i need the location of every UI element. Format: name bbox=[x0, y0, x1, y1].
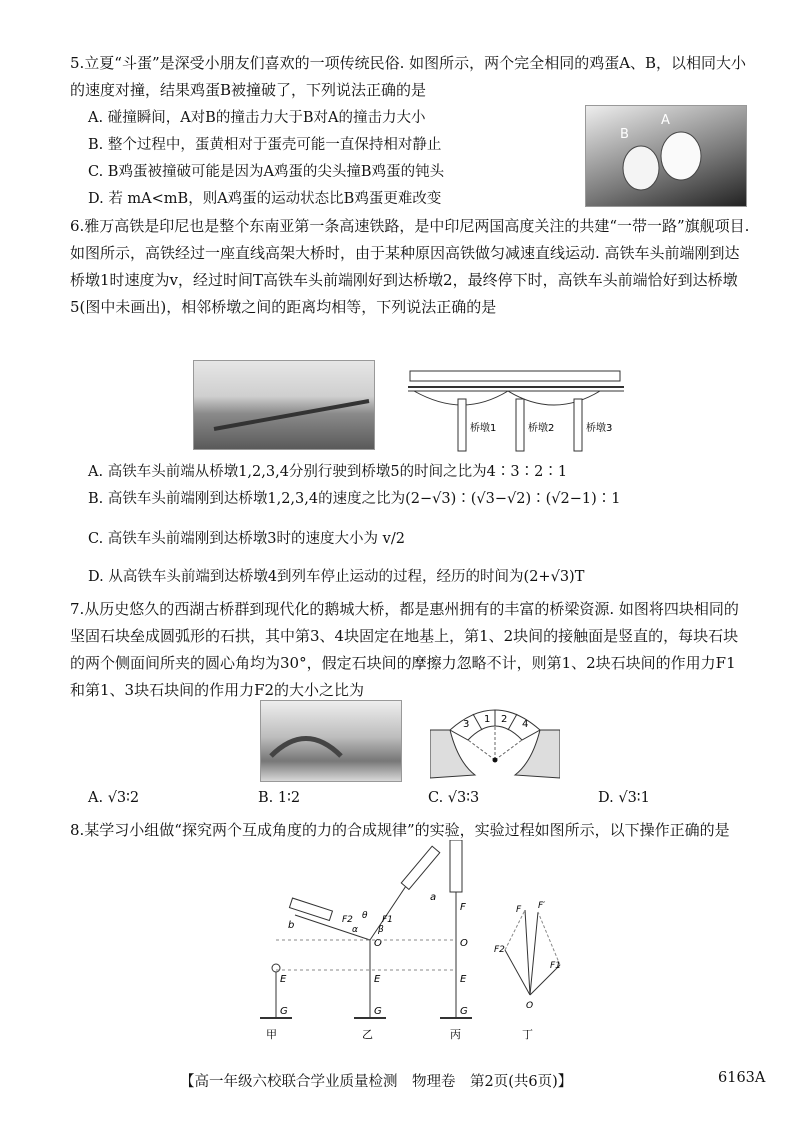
svg-text:E: E bbox=[460, 974, 467, 985]
q7-option-b: B. 1∶2 bbox=[258, 790, 301, 806]
vector-Fprime bbox=[530, 912, 538, 995]
force-experiment-diagram bbox=[250, 840, 570, 1050]
label-a: A bbox=[661, 113, 670, 128]
svg-text:G: G bbox=[460, 1006, 468, 1017]
q6-option-d: D. 从高铁车头前端到达桥墩4到列车停止运动的过程，经历的时间为(2+√3)T bbox=[88, 569, 585, 585]
page-footer: 【高一年级六校联合学业质量检测 物理卷 第2页(共6页)】 bbox=[180, 1074, 573, 1090]
question-6-stem: 6.雅万高铁是印尼也是整个东南亚第一条高速铁路，是中印尼两国高度关注的共建“一带一路”旗舰项目. 如图所示，高铁经过一座直线高架大桥时，由于某种原因高铁做匀减速直线运动. 高铁车头前端刚到达桥墩1时速度为v，经过时间T高铁车头前端刚好到达桥墩2，最终停下时，高铁车头前端恰好到达桥墩5(图中未画出)，相邻桥墩之间的距离均相等，下列说法正确的是 bbox=[70, 217, 750, 316]
stone-4: 4 bbox=[522, 719, 529, 730]
label-b: B bbox=[620, 127, 629, 142]
egg-b bbox=[623, 146, 659, 190]
spring-scale-a bbox=[401, 846, 440, 889]
stone-1: 1 bbox=[484, 714, 491, 725]
q5-option-a: A. 碰撞瞬间，A对B的撞击力大于B对A的撞击力大小 bbox=[88, 110, 426, 126]
exam-code: 6163A bbox=[718, 1070, 766, 1086]
svg-text:E: E bbox=[280, 974, 287, 985]
svg-text:F2: F2 bbox=[494, 945, 505, 955]
svg-text:F2: F2 bbox=[342, 915, 353, 925]
arc-center bbox=[493, 758, 498, 763]
svg-text:G: G bbox=[280, 1006, 288, 1017]
svg-text:F: F bbox=[460, 902, 466, 913]
vector-F2 bbox=[505, 950, 530, 995]
svg-text:β: β bbox=[378, 925, 384, 935]
svg-text:F1: F1 bbox=[550, 961, 561, 971]
question-5-stem: 5.立夏“斗蛋”是深受小朋友们喜欢的一项传统民俗. 如图所示，两个完全相同的鸡蛋A、B，以相同大小的速度对撞，结果鸡蛋B被撞破了，下列说法正确的是 bbox=[70, 54, 747, 99]
bridge-deck bbox=[214, 401, 369, 429]
svg-text:α: α bbox=[352, 925, 358, 935]
egg-illustration bbox=[586, 106, 746, 206]
panel-yi: 乙 bbox=[362, 1028, 373, 1041]
q5-option-c: C. B鸡蛋被撞破可能是因为A鸡蛋的尖头撞B鸡蛋的钝头 bbox=[88, 164, 445, 180]
stone-2: 2 bbox=[501, 714, 508, 725]
svg-text:G: G bbox=[374, 1006, 382, 1017]
pier-label-2: 桥墩2 bbox=[528, 423, 555, 434]
question-8-stem: 8.某学习小组做“探究两个互成角度的力的合成规律”的实验，实验过程如图所示，以下操作正确的是 bbox=[70, 821, 730, 839]
q6-option-b: B. 高铁车头前端刚到达桥墩1,2,3,4的速度之比为(2−√3)∶(√3−√2)∶(√2−1)∶1 bbox=[88, 491, 621, 507]
arches bbox=[414, 391, 600, 405]
question-7-stem: 7.从历史悠久的西湖古桥群到现代化的鹅城大桥，都是惠州拥有的丰富的桥梁资源. 如图将四块相同的坚固石块垒成圆弧形的石拱，其中第3、4块固定在地基上，第1、2块间的接触面是竖直的，每块石块的两个侧面间所夹的圆心角均为30°，假定石块间的摩擦力忽略不计，则第1、2块石块间的作用力F1和第1、3块石块间的作用力F2的大小之比为 bbox=[70, 600, 739, 699]
svg-text:F′: F′ bbox=[538, 901, 546, 911]
svg-text:a: a bbox=[430, 892, 437, 903]
vector-F bbox=[525, 910, 530, 995]
pier-label-3: 桥墩3 bbox=[586, 423, 613, 434]
pier-3 bbox=[574, 399, 582, 451]
svg-text:θ: θ bbox=[362, 911, 368, 921]
q6-option-c: C. 高铁车头前端刚到达桥墩3时的速度大小为 v/2 bbox=[88, 531, 405, 547]
spring-scale-b bbox=[289, 898, 332, 920]
q5-option-d: D. 若 mA<mB，则A鸡蛋的运动状态比B鸡蛋更难改变 bbox=[88, 191, 442, 207]
q7-options bbox=[88, 790, 768, 806]
pier-2 bbox=[516, 399, 524, 451]
bridge-diagram bbox=[404, 365, 629, 455]
train bbox=[410, 371, 620, 381]
egg-photo bbox=[585, 105, 747, 207]
svg-text:O: O bbox=[526, 1001, 534, 1011]
pier-1 bbox=[458, 399, 466, 451]
svg-text:b: b bbox=[288, 920, 295, 931]
svg-text:O: O bbox=[460, 938, 468, 949]
stone-3: 3 bbox=[463, 719, 470, 730]
q7-option-d: D. √3∶1 bbox=[598, 790, 650, 806]
pier-label-1: 桥墩1 bbox=[470, 423, 497, 434]
q6-option-a: A. 高铁车头前端从桥墩1,2,3,4分别行驶到桥墩5的时间之比为4∶3∶2∶1 bbox=[88, 464, 568, 480]
egg-a bbox=[661, 132, 701, 180]
spring-scale-vertical bbox=[450, 840, 462, 892]
q5-option-b: B. 整个过程中，蛋黄相对于蛋壳可能一直保持相对静止 bbox=[88, 137, 442, 153]
railway-bridge-photo bbox=[193, 360, 375, 450]
bridge-arch bbox=[271, 739, 341, 757]
panel-ding: 丁 bbox=[522, 1028, 533, 1041]
panel-bing: 丙 bbox=[450, 1028, 461, 1041]
svg-text:O: O bbox=[374, 938, 382, 949]
stone-bridge-photo bbox=[260, 700, 402, 782]
svg-text:F: F bbox=[516, 905, 522, 915]
panel-jia: 甲 bbox=[266, 1028, 277, 1041]
q7-option-a: A. √3∶2 bbox=[88, 790, 140, 806]
svg-text:E: E bbox=[374, 974, 381, 985]
q7-option-c: C. √3∶3 bbox=[428, 790, 480, 806]
svg-text:F1: F1 bbox=[382, 915, 393, 925]
stone-arch-diagram bbox=[430, 700, 560, 782]
